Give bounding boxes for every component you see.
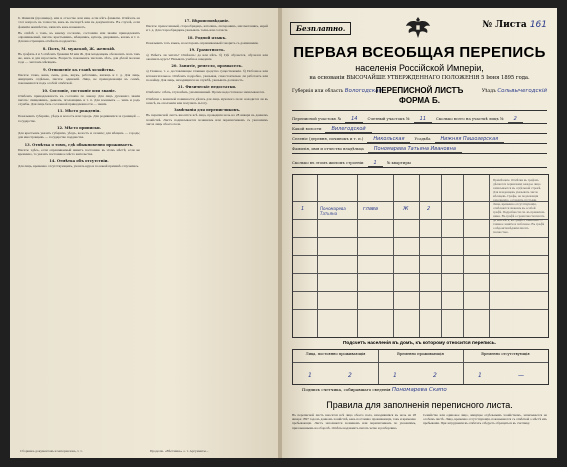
form-line-label: Счетный участокъ №: [367, 116, 410, 121]
instruction-paragraph: а) Умѣетъ ли читать? Отвѣчать: да или нѣтъ. б) Гдѣ обучается, обучался или окончилъ курсъ? Называть учебное заведеніе.: [146, 52, 268, 62]
instruction-heading: 20. Занятіе, ремесло, промыселъ.: [171, 64, 243, 69]
instruction-heading: 19. Грамотность.: [189, 47, 225, 52]
instruction-paragraph: Писать: глава, жена, сынъ, дочь, внукъ, работникъ, жилецъ и т. д. Для лицъ, живущихъ отдѣльно, писать: одинокій. Лица, не принадлежащія къ семьѣ, показываются подъ особой отмѣткой.: [18, 72, 140, 86]
row-1-name: Пономарева Татьяна: [320, 206, 346, 216]
instruction-heading: 18. Родной языкъ.: [187, 35, 227, 40]
instruction-paragraph: Въ отвѣтѣ о томъ, къ какому сословію, состоянію или званію принадлежитъ опрашиваемый, писать: крестьянинъ, мѣщанинъ, купецъ, дворянинъ, казакъ и т. п. Для иностранцевъ отмѣчать подданство.: [18, 30, 140, 44]
summary-col-temporary: Временно проживающія: [397, 352, 444, 356]
summary-col-absent: Временно отсутствующія: [481, 352, 530, 356]
sheet-number-value: 161: [529, 20, 547, 30]
instruction-heading: 8. Полъ, М. мужской, Ж. женскій.: [42, 46, 116, 51]
summary-value-5: 1: [478, 372, 482, 379]
instruction-paragraph: Отмѣчать: слѣпъ, глухонѣмъ, умалишенный. Прочіе недостатки не записываются.: [146, 90, 265, 95]
summary-value-3: 1: [393, 372, 397, 379]
instructions-page: [10, 8, 280, 458]
instruction-paragraph: Показывать тотъ языкъ, на которомъ опрашиваемый говоритъ съ домашними.: [146, 40, 259, 45]
instruction-heading: 11. Мѣсто рожденія.: [57, 109, 101, 114]
instruction-heading: 13. Отмѣтка о томъ, гдѣ обыкновенно проживаетъ.: [24, 142, 134, 147]
page-footer-right: Продолж. «Вѣстникъ» о. т. Аргументы...: [150, 449, 209, 453]
instruction-paragraph: Для лицъ, временно отсутствующихъ, указать куда и по какой причинѣ отлучились.: [18, 164, 140, 169]
instruction-paragraph: Въ переписной листъ вносятся всѣ лица, проведшія ночь на 28 января въ данномъ хозяйствѣ. Листъ подписывается хозяиномъ или переписчикомъ съ указаніемъ числа лицъ обоего пола.: [146, 113, 268, 126]
form-line: [292, 160, 547, 167]
row-1-age: 2: [427, 206, 431, 212]
instruction-heading: 17. Вѣроисповѣданіе.: [184, 19, 230, 23]
row-1-number: 1: [301, 206, 305, 212]
form-line-value: Пономарева Татьяна Ивановна: [368, 146, 462, 153]
form-line-label: Сколько въ этомъ жиломъ строеніи: [292, 160, 364, 165]
form-line-label: Сколько всего на участкѣ лицъ №: [436, 116, 504, 121]
instruction-paragraph: Писать: православный, старообрядецъ, католикъ, лютеранинъ, магометанинъ, еврей и т. д. Для старообрядцевъ указывать толкъ или согласіе.: [146, 24, 268, 33]
free-label: Безплатно.: [290, 22, 351, 35]
instruction-heading: 9. Отношеніе къ главѣ хозяйства.: [43, 67, 115, 72]
instructions-column-1: [18, 16, 140, 438]
form-line-value: 11: [414, 116, 432, 123]
form-line-rule: [292, 143, 547, 144]
form-line-label: Переписной участокъ №: [292, 116, 342, 121]
form-line-value: 14: [345, 116, 363, 123]
summary-col-permanent: Лица, постоянно проживающія: [305, 352, 366, 356]
form-line: [292, 136, 547, 143]
summary-table: [292, 349, 549, 385]
form-line-value: Никольская: [367, 136, 410, 143]
uezd-field: [482, 88, 547, 94]
signature-line: [302, 387, 447, 393]
form-line-label: Селеніе (деревня, починокъ и т. п.): [292, 136, 364, 141]
form-line: [292, 126, 547, 133]
form-label: ПЕРЕПИСНОЙ ЛИСТЪ: [375, 86, 464, 95]
instruction-paragraph: Для крестьянъ указать губернію, уѣздъ, волость и селеніе; для мѣщанъ — городъ; для иностранцевъ — государство подданства.: [18, 131, 140, 140]
imperial-eagle-icon: [404, 14, 432, 40]
form-line-label: № квартиры: [386, 160, 411, 165]
instruction-paragraph: а) Главное, т. е. доставляющее главныя средства существованія. б) Побочное или вспомогательное. Отвѣчать подробно, указывая, самостоятельно ли работаетъ или по найму. Для лицъ, находящихся на службѣ, указывать должность.: [146, 69, 268, 83]
rules-column-b: Семейство или одинокое лицо, живущее отдѣльнымъ хозяйствомъ, записывается на особомъ листѣ. Лица, временно отсутствующія, показываются съ отмѣткой о мѣстѣ ихъ пребыванія. При затрудненіи въ отвѣтахъ слѣдуетъ обращаться къ счетчику.: [423, 413, 547, 426]
instruction-paragraph: Въ графахъ 4 и 5 отвѣчать буквами М или Ж. Для младенцевъ обозначать полъ такъ же, какъ и для взрослыхъ. Возрастъ показывать числомъ лѣтъ, для дѣтей моложе года — числомъ мѣсяцевъ.: [18, 51, 140, 65]
summary-value-6: —: [518, 372, 524, 379]
instruction-paragraph: Показывать губернію, уѣздъ и волость или городъ. Для родившихся за границей — государство.: [18, 114, 140, 123]
instruction-heading: 10. Сословіе, состояніе или званіе.: [42, 88, 116, 93]
form-line-rule: [292, 133, 547, 134]
signature-value: Пономарева Скипо: [391, 387, 447, 393]
instruction-heading: 14. Отмѣтка объ отсутствіи.: [49, 159, 109, 164]
form-number: ФОРМА Б.: [399, 96, 440, 105]
instruction-paragraph: Писать: здѣсь, если опрашиваемый живетъ постоянно въ этомъ мѣстѣ; если же временно, то указать постоянное мѣсто жительства.: [18, 147, 140, 156]
form-line-rule: [292, 167, 547, 168]
form-line: [292, 146, 547, 153]
summary-heading: Подсчетъ населенія въ домъ, къ которому относится перепись.: [342, 341, 497, 346]
rules-text: [292, 413, 547, 453]
summary-value-4: 2: [433, 372, 437, 379]
summary-value-2: 2: [348, 372, 352, 379]
book-spread: [10, 8, 557, 458]
form-line-rule: [292, 123, 547, 124]
form-line-value: 1: [368, 160, 383, 167]
form-line-rule: [292, 153, 547, 154]
instruction-paragraph: Отмѣтки о воинской повинности дѣлать для лицъ мужского пола: находится ли въ запасѣ, въ ополченіи или получилъ льготу.: [146, 96, 268, 105]
instruction-heading: 12. Мѣсто приписки.: [57, 126, 101, 131]
row-1-sex: Ж: [403, 206, 409, 212]
instructions-column-2: [146, 16, 268, 438]
instruction-heading: Замѣчанія для переписчиковъ.: [173, 108, 241, 113]
household-table: [292, 174, 549, 338]
gubernia-value: Вологодская: [344, 88, 382, 94]
rules-title: Правила для заполненія переписного листа.: [326, 400, 513, 410]
sheet-label: № Листа: [482, 20, 527, 30]
page-footer-left: Сборникъ документовъ и материаловъ, т. 1.: [20, 449, 83, 453]
header-rule: [292, 110, 547, 111]
gubernia-label: Губернія или область: [292, 89, 344, 94]
form-line-label: Какой волости: [292, 126, 322, 131]
sheet-number: [482, 20, 547, 30]
form-line-value: 2: [508, 116, 523, 123]
signature-label: Подпись счетчика, собиравшаго сведенія: [302, 387, 391, 392]
form-line-value: Нижняя Пашозерская: [435, 136, 505, 143]
summary-value-1: 1: [308, 372, 312, 379]
uezd-value: Сольвычегодскій: [497, 88, 547, 94]
instruction-paragraph: Отмѣчать принадлежность къ сословію по закону. Для лицъ духовнаго званія писать: священникъ, дьяконъ, псаломщикъ и т. п. Для военныхъ — чинъ и родъ службы. Для лицъ безъ сословной принадлежности — званіе.: [18, 93, 140, 107]
form-line-value: Вилегодской: [325, 126, 371, 133]
page-subtitle: населенія Россійской Имперіи,: [355, 63, 484, 73]
form-line-label: Усадьба: [414, 136, 431, 141]
census-form-page: [282, 8, 557, 458]
row-1-relation: глава: [363, 206, 378, 212]
instruction-heading: 21. Физическіе недостатки.: [177, 85, 237, 90]
page-subtitle-statute: на основаніи ВЫСОЧАЙШЕ УТВЕРЖДЕННАГО ПОЛОЖЕНІЯ 5 Іюня 1895 года.: [309, 75, 530, 81]
uezd-label: Уѣздъ: [481, 89, 496, 94]
form-line: [292, 116, 547, 123]
form-line-label: Фамилія, имя и отчество владѣльца: [292, 146, 364, 151]
instruction-paragraph: 6. Фамилія (прозвище), или и отчество или имя, если нѣтъ фамиліи. Отвѣчать на этот вопросъ въ точности, какъ въ паспортѣ или въ документахъ. Въ случаѣ, если фамилія неизвѣстна, записать какъ называютъ.: [18, 16, 140, 29]
page-title: ПЕРВАЯ ВСЕОБЩАЯ ПЕРЕПИСЬ: [293, 44, 546, 61]
rules-column-a: Въ переписной листъ вносятся всѣ лица обоего пола, находившіяся въ ночь на 28 января 1897 года въ данномъ хозяйствѣ, какъ постоянно проживающіе, такъ и временно пребывающіе. Листъ заполняется хозяиномъ или переписчикомъ по указаніямъ, приложеннымъ на оборотѣ. Отвѣты надлежитъ писать четко и разборчиво.: [292, 413, 416, 430]
grid-instructions: Примѣчаніе. Отмѣтки въ графахъ дѣлаются чернилами; каждое лицо записывается въ отдѣльной строкѣ. Для младенцевъ указывать число мѣсяцевъ. Графы, не подлежащія заполненію, оставлять пустыми. Лица, временно отсутствующія, отмѣчаются знакомъ въ особой графѣ. Подробности см. въ правилахъ ниже. Въ графѣ о грамотности писать да или нѣтъ; въ графѣ о занятіяхъ — главное занятіе и побочное. Въ графѣ о вѣроисповѣданіи писать полностью.: [493, 178, 545, 234]
